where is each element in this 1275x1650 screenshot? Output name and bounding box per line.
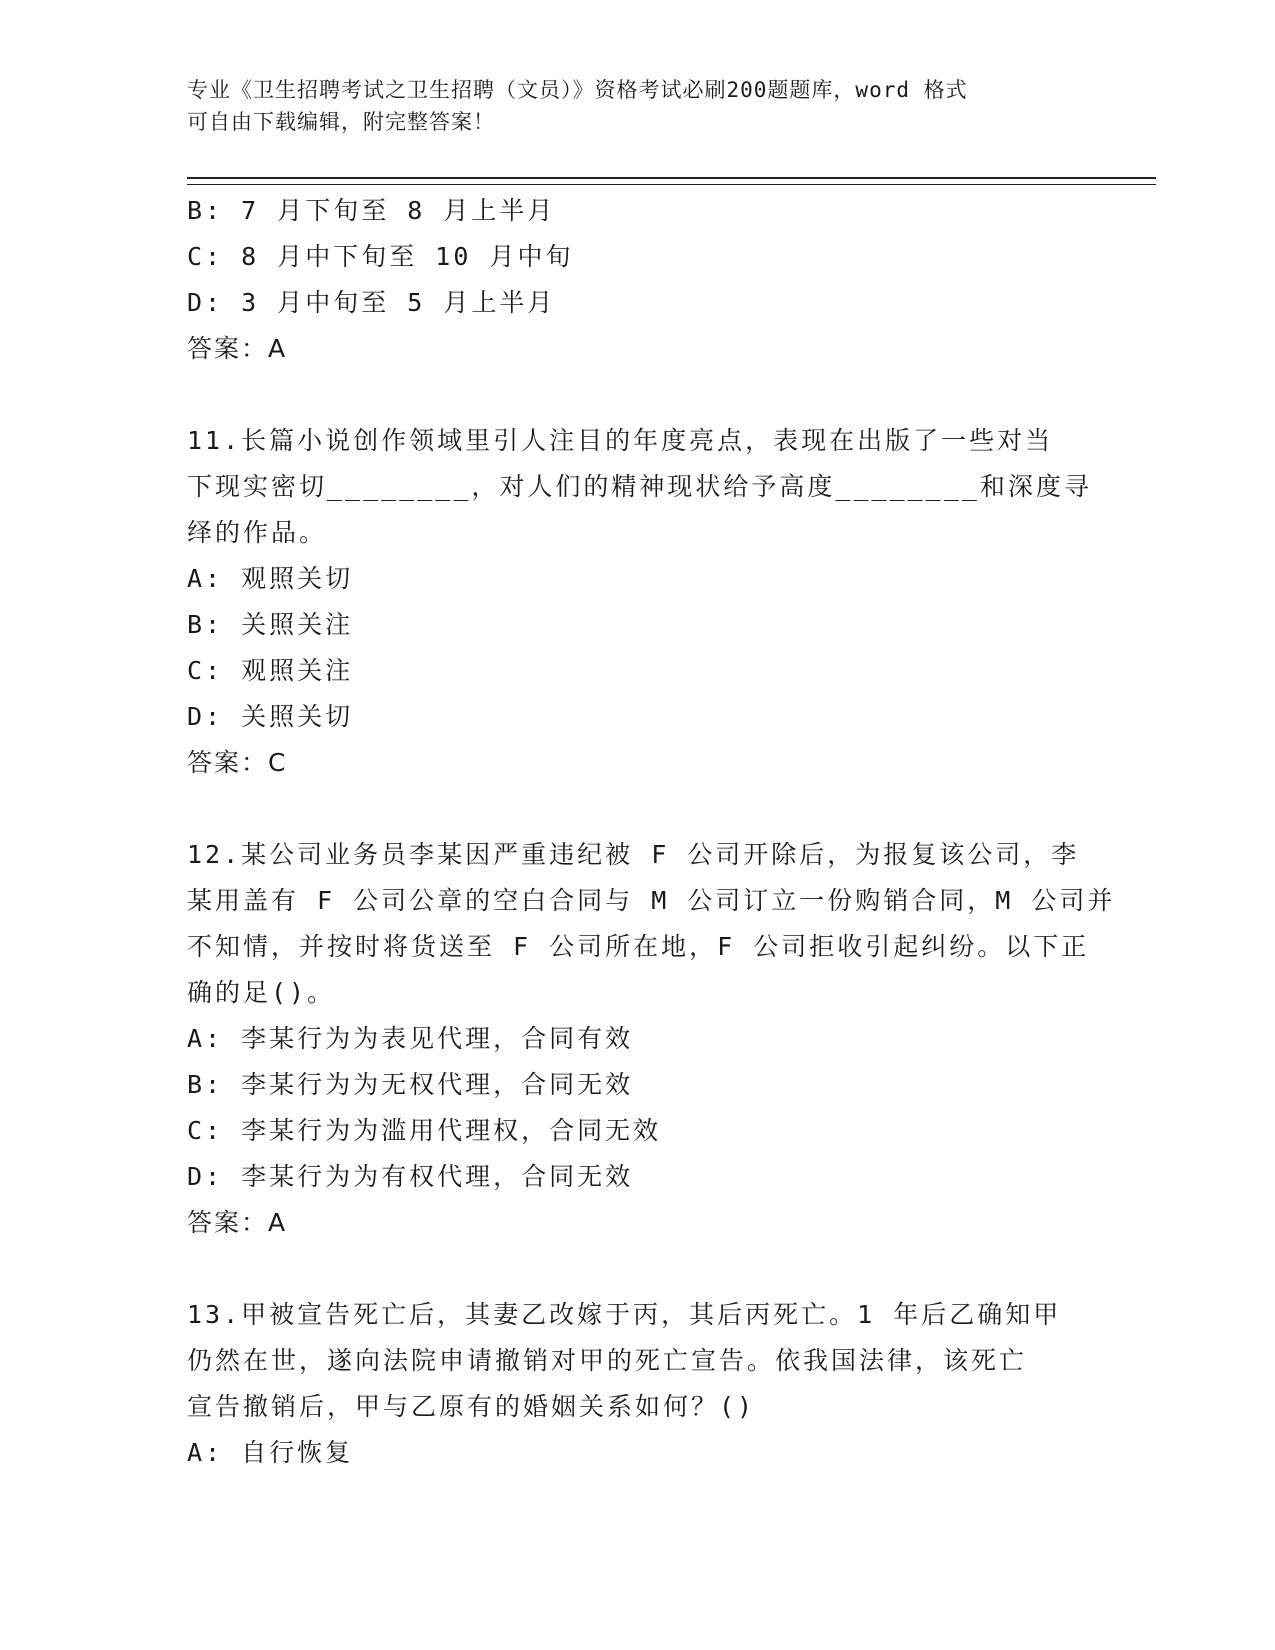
question-text: 12.某公司业务员李某因严重违纪被 F 公司开除后，为报复该公司，李 — [187, 840, 1080, 869]
option-b: B: 7 月下旬至 8 月上半月 — [187, 196, 556, 225]
option-b: B: 关照关注 — [187, 610, 354, 639]
answer-line: 答案：A — [187, 1208, 288, 1237]
question-text: 确的足()。 — [187, 978, 336, 1007]
answer-line: 答案：C — [187, 748, 288, 777]
document-body — [187, 188, 1116, 1476]
question-text: 13.甲被宣告死亡后，其妻乙改嫁于丙，其后丙死亡。1 年后乙确知甲 — [187, 1300, 1062, 1329]
question-text: 某用盖有 F 公司公章的空白合同与 M 公司订立一份购销合同，M 公司并 — [187, 886, 1116, 915]
question-text: 不知情，并按时将货送至 F 公司所在地，F 公司拒收引起纠纷。以下正 — [187, 932, 1090, 961]
option-a: A: 观照关切 — [187, 564, 354, 593]
question-12 — [187, 832, 1116, 1246]
option-d: D: 3 月中旬至 5 月上半月 — [187, 288, 556, 317]
header-line: 专业《卫生招聘考试之卫生招聘（文员）》资格考试必刷200题题库，word 格式 — [187, 78, 968, 102]
question-13 — [187, 1292, 1087, 1476]
question-text: 仍然在世，遂向法院申请撤销对甲的死亡宣告。依我国法律，该死亡 — [187, 1346, 1028, 1375]
option-c: C: 8 月中下旬至 10 月中旬 — [187, 242, 574, 271]
question-text: 11.长篇小说创作领域里引人注目的年度亮点，表现在出版了一些对当 — [187, 426, 1054, 455]
question-carryover — [187, 188, 1087, 372]
header-divider — [187, 177, 1156, 185]
option-c: C: 李某行为为滥用代理权，合同无效 — [187, 1116, 662, 1145]
question-text: 宣告撤销后，甲与乙原有的婚姻关系如何？() — [187, 1392, 756, 1421]
option-d: D: 李某行为为有权代理，合同无效 — [187, 1162, 634, 1191]
question-text: 绎的作品。 — [187, 518, 328, 547]
option-b: B: 李某行为为无权代理，合同无效 — [187, 1070, 634, 1099]
page-header — [187, 74, 1067, 138]
option-a: A: 李某行为为表见代理，合同有效 — [187, 1024, 634, 1053]
header-line: 可自由下载编辑，附完整答案！ — [187, 110, 495, 134]
option-c: C: 观照关注 — [187, 656, 354, 685]
answer-line: 答案：A — [187, 334, 288, 363]
question-11 — [187, 418, 1092, 786]
question-text: 下现实密切________，对人们的精神现状给予高度________和深度寻 — [187, 472, 1092, 501]
option-a: A: 自行恢复 — [187, 1438, 354, 1467]
option-d: D: 关照关切 — [187, 702, 354, 731]
